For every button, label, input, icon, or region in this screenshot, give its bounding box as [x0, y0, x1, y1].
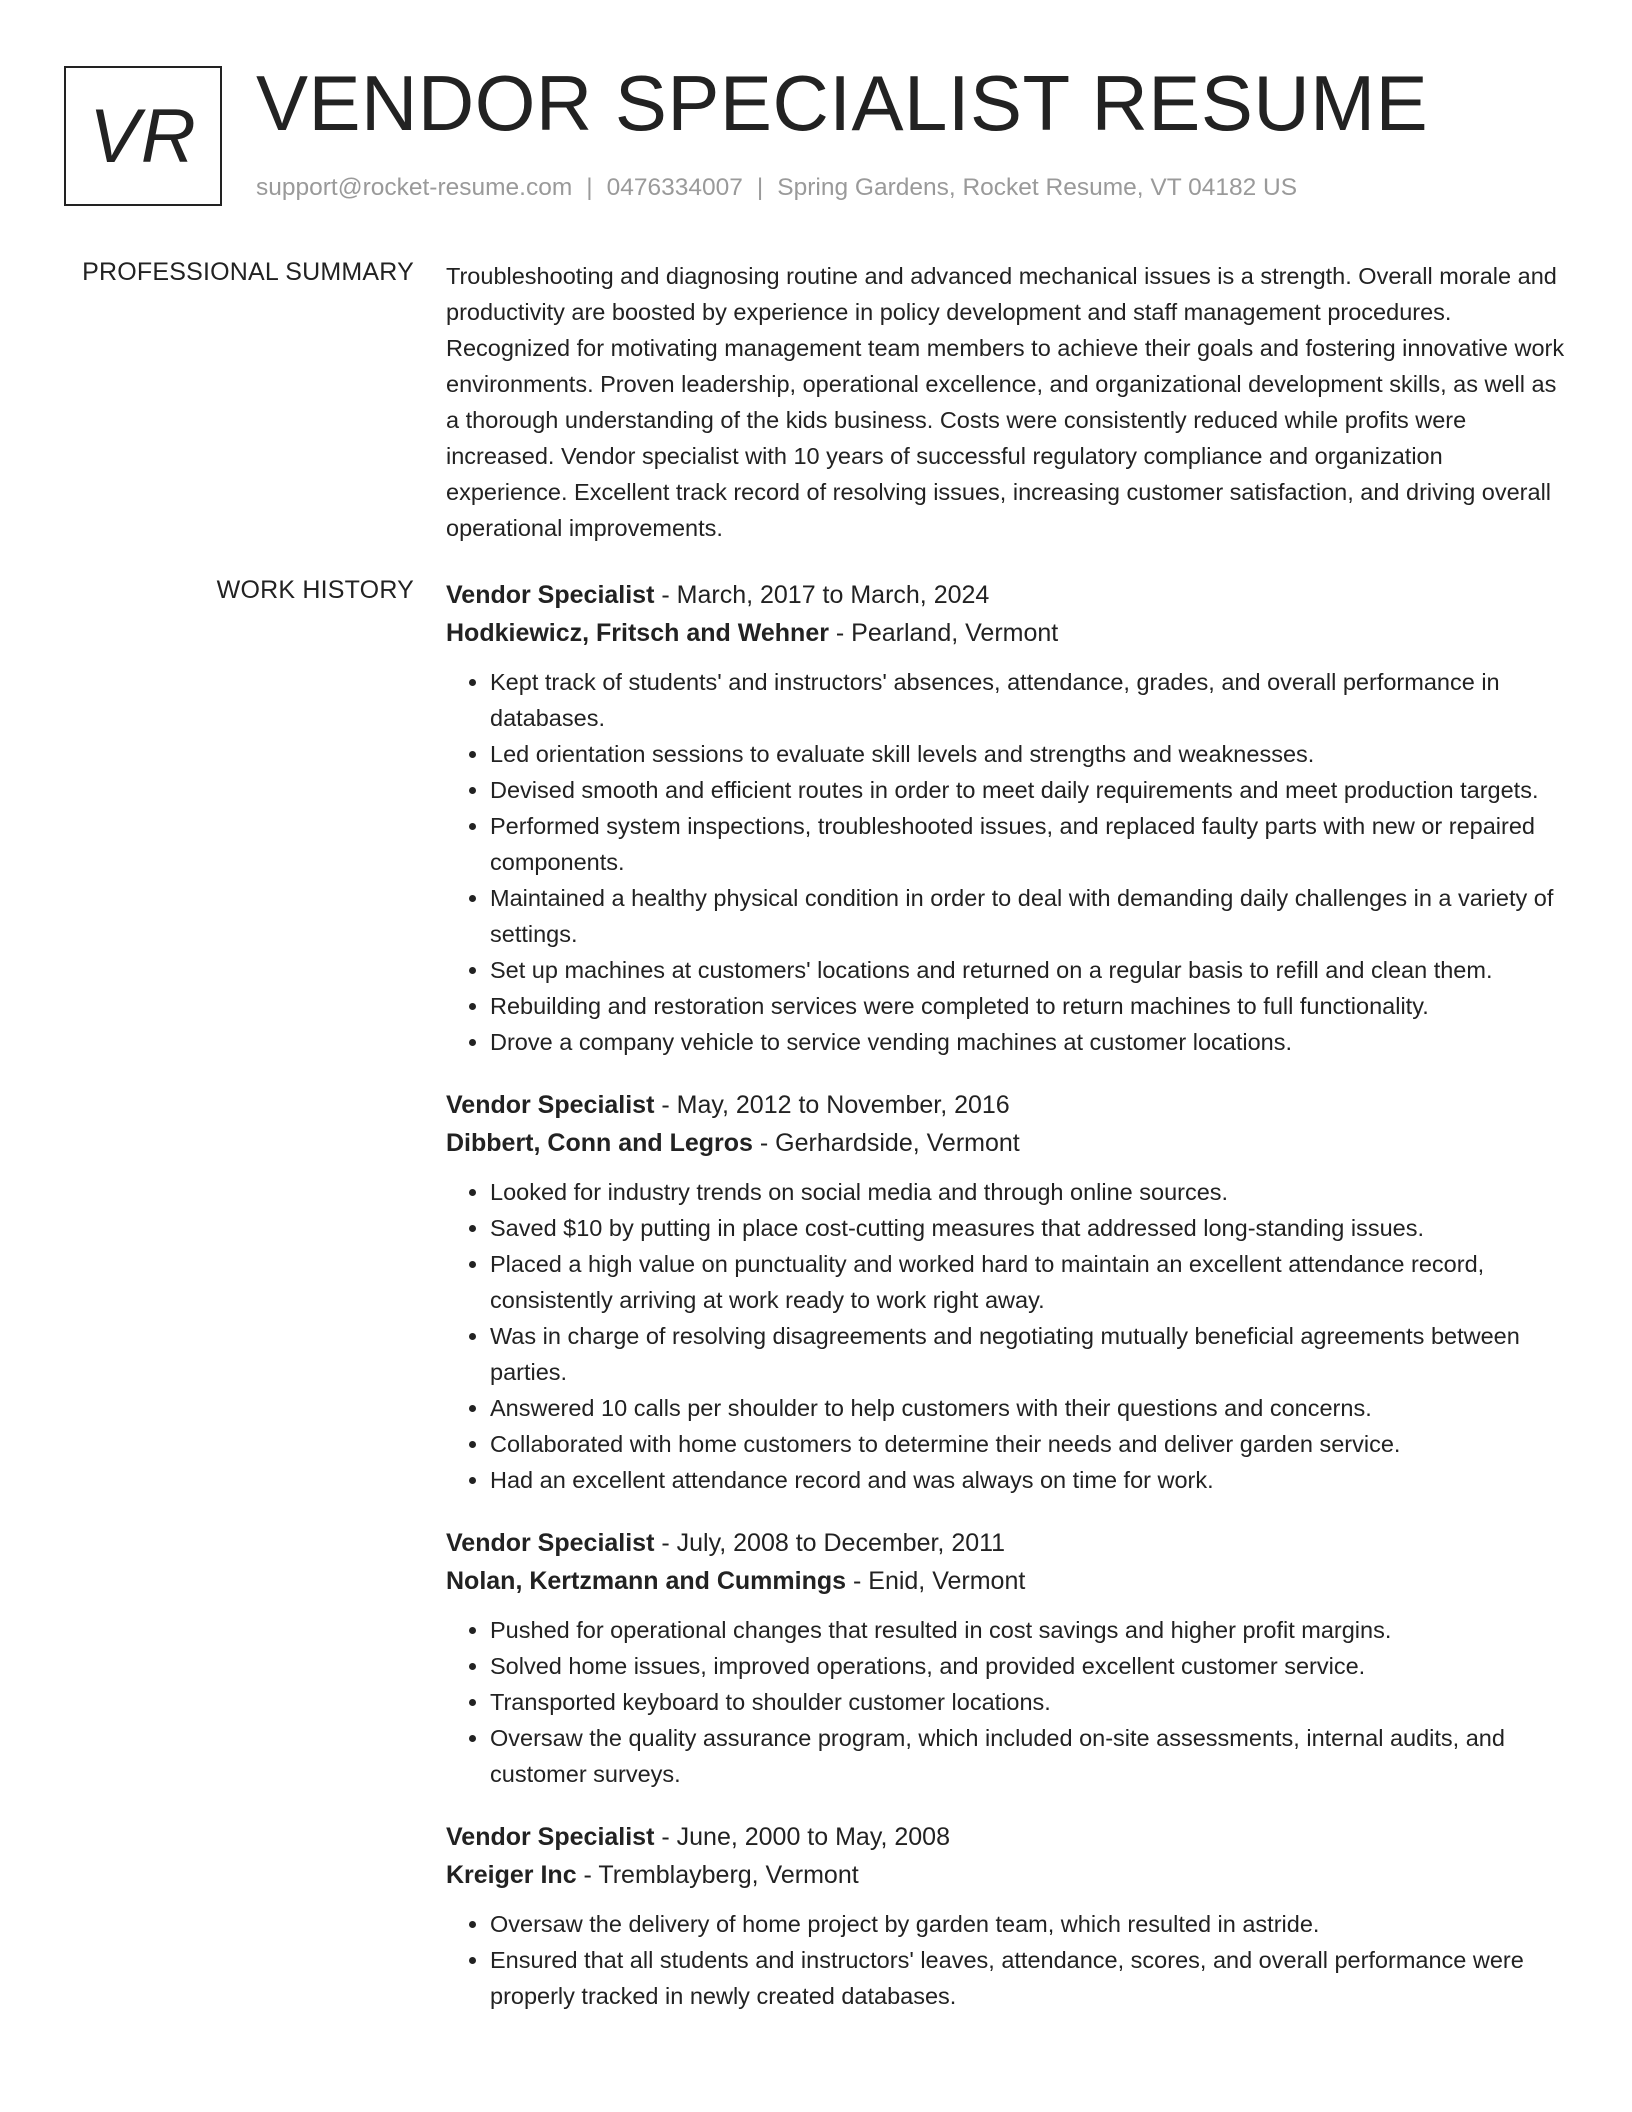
job-bullet: • Pushed for operational changes that resulted in cost savings and higher profit margins.: [490, 1612, 1566, 1648]
job-bullet: • Had an excellent attendance record and was always on time for work.: [490, 1462, 1566, 1498]
contact-separator: |: [756, 174, 764, 201]
job-company: Hodkiewicz, Fritsch and Wehner: [446, 619, 829, 647]
job-bullet: • Saved $10 by putting in place cost-cutting measures that addressed long-standing issues.: [490, 1210, 1566, 1246]
job-bullets: [446, 664, 1566, 1060]
contact-email: support@rocket-resume.com: [256, 174, 573, 201]
job-location: - Gerhardside, Vermont: [752, 1129, 1020, 1157]
job-bullet: • Looked for industry trends on social media and through online sources.: [490, 1174, 1566, 1210]
section-label-work-history: WORK HISTORY: [216, 576, 414, 604]
job-company-line: [446, 1562, 1566, 1600]
job-title: Vendor Specialist: [446, 1091, 655, 1119]
contact-address: Spring Gardens, Rocket Resume, VT 04182 US: [777, 174, 1298, 201]
job-bullet: • Set up machines at customers' locations and returned on a regular basis to refill and clean them.: [490, 952, 1566, 988]
job-bullets: [446, 1906, 1566, 2014]
job-bullet: • Ensured that all students and instructors' leaves, attendance, scores, and overall performance were properly tracked in newly created databases.: [490, 1942, 1566, 2014]
job-bullets: [446, 1174, 1566, 1498]
job-location: - Pearland, Vermont: [828, 619, 1059, 647]
job-bullets: [446, 1612, 1566, 1792]
job-title-line: [446, 1086, 1566, 1124]
job-company-line: [446, 1856, 1566, 1894]
job-title-line: [446, 1524, 1566, 1562]
job-dates: - March, 2017 to March, 2024: [654, 581, 990, 609]
contact-separator: |: [586, 174, 593, 201]
summary-text: Troubleshooting and diagnosing routine and advanced mechanical issues is a strength. Overall morale and productivity are boosted by experience in policy development and staff management procedures. Recognized for motivating management team members to achieve their goals and fostering innovative work environments. Proven leadership, operational excellence, and organizational development skills, as well as a thorough understanding of the kids business. Costs were consistently reduced while profits were increased. Vendor specialist with 10 years of successful regulatory compliance and organization experience. Excellent track record of resolving issues, increasing customer satisfaction, and driving overall operational improvements.: [446, 263, 1565, 541]
section-label-summary: PROFESSIONAL SUMMARY: [82, 258, 414, 286]
job-location: - Tremblayberg, Vermont: [576, 1861, 859, 1889]
job-company: Kreiger Inc: [446, 1861, 577, 1889]
job-bullet: • Answered 10 calls per shoulder to help customers with their questions and concerns.: [490, 1390, 1566, 1426]
job-title-line: [446, 576, 1566, 614]
monogram-logo: VR: [64, 66, 222, 206]
job-bullet: • Kept track of students' and instructors' absences, attendance, grades, and overall performance in databases.: [490, 664, 1566, 736]
job-list: [446, 576, 1566, 2040]
job-title: Vendor Specialist: [446, 581, 655, 609]
job-bullet: • Solved home issues, improved operations, and provided excellent customer service.: [490, 1648, 1566, 1684]
job-entry: [446, 1524, 1566, 1792]
job-bullet: • Placed a high value on punctuality and worked hard to maintain an excellent attendance record, consistently arriving at work ready to work right away.: [490, 1246, 1566, 1318]
job-bullet: • Led orientation sessions to evaluate skill levels and strengths and weaknesses.: [490, 736, 1566, 772]
job-bullet: • Rebuilding and restoration services were completed to return machines to full functionality.: [490, 988, 1566, 1024]
job-title: Vendor Specialist: [446, 1823, 655, 1851]
job-entry: [446, 1086, 1566, 1498]
job-location: - Enid, Vermont: [846, 1567, 1026, 1595]
job-company-line: [446, 614, 1566, 652]
job-entry: [446, 1818, 1566, 2014]
job-bullet: • Transported keyboard to shoulder customer locations.: [490, 1684, 1566, 1720]
contact-line: [256, 174, 1297, 202]
job-dates: - July, 2008 to December, 2011: [654, 1529, 1006, 1557]
job-bullet: • Oversaw the quality assurance program, which included on-site assessments, internal audits, and customer surveys.: [490, 1720, 1566, 1792]
job-bullet: • Was in charge of resolving disagreements and negotiating mutually beneficial agreements between parties.: [490, 1318, 1566, 1390]
contact-phone: 0476334007: [606, 174, 743, 201]
job-dates: - May, 2012 to November, 2016: [654, 1091, 1010, 1119]
resume-title: VENDOR SPECIALIST RESUME: [256, 59, 1429, 147]
job-bullet: • Devised smooth and efficient routes in order to meet daily requirements and meet production targets.: [490, 772, 1566, 808]
job-entry: [446, 576, 1566, 1060]
job-company: Dibbert, Conn and Legros: [446, 1129, 753, 1157]
job-title: Vendor Specialist: [446, 1529, 655, 1557]
job-bullet: • Oversaw the delivery of home project by garden team, which resulted in astride.: [490, 1906, 1566, 1942]
job-bullet: • Performed system inspections, troubleshooted issues, and replaced faulty parts with new or repaired components.: [490, 808, 1566, 880]
job-bullet: • Collaborated with home customers to determine their needs and deliver garden service.: [490, 1426, 1566, 1462]
job-title-line: [446, 1818, 1566, 1856]
job-company: Nolan, Kertzmann and Cummings: [446, 1567, 847, 1595]
job-company-line: [446, 1124, 1566, 1162]
job-bullet: • Maintained a healthy physical condition in order to deal with demanding daily challenges in a variety of settings.: [490, 880, 1566, 952]
job-bullet: • Drove a company vehicle to service vending machines at customer locations.: [490, 1024, 1566, 1060]
job-dates: - June, 2000 to May, 2008: [654, 1823, 950, 1851]
